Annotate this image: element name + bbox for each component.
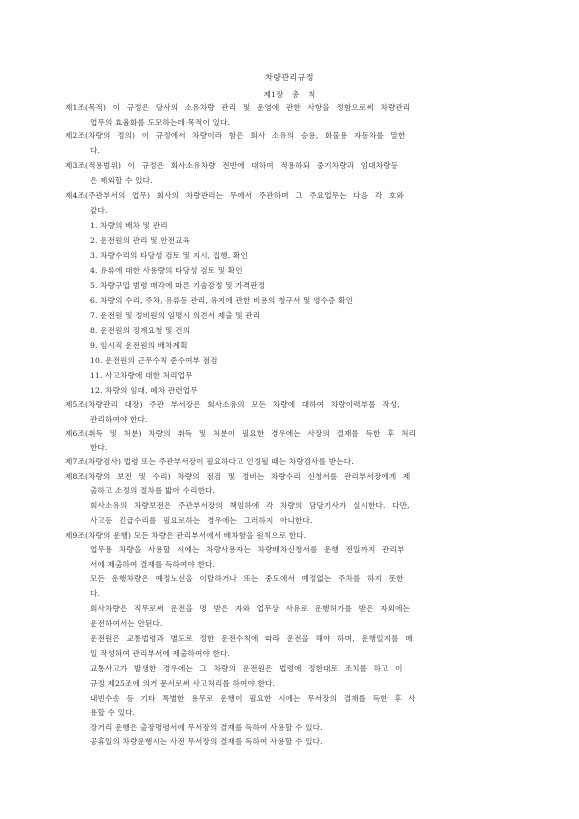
text-line: 서에 제출하여 결재를 득하여야 한다.: [90, 560, 216, 569]
text-line: 모든 운행차량은 예정노선을 이탈하거나 또는 중도에서 예정없는 주차를 하지 못한: [90, 574, 404, 583]
text-line: 사고등 긴급수리를 필요로하는 경우에는 그러하지 아니한다.: [90, 516, 313, 525]
text-line: 1. 차량의 배차 및 관리: [90, 221, 168, 230]
text-line: 업무의 효율화를 도모하는데 목적이 있다.: [90, 118, 231, 127]
text-line: 9. 임시직 운전원의 배차계획: [90, 341, 188, 350]
text-line: 공휴일의 차량운행시는 사전 무서장의 결재를 득하여 사용할 수 있다.: [90, 737, 323, 746]
text-line: 관리하여야 한다.: [90, 415, 148, 424]
text-line: 운전하여서는 안된다.: [90, 619, 163, 628]
text-line: 10. 운전원의 근무수칙 준수여부 점검: [90, 356, 218, 365]
text-line: 3. 차량수리의 타당성 검토 및 지시, 집행, 확인: [90, 251, 248, 260]
text-line: 다.: [90, 589, 101, 598]
text-line: 제3조(적용범위) 이 규정은 회사소유차량 전반에 대하여 적용하되 중기차량과 임대차량등: [65, 161, 399, 170]
text-line: 8. 운전원의 징계요청 및 건의: [90, 326, 191, 335]
text-line: 용할 수 있다.: [90, 708, 136, 717]
text-line: 6. 차량의 수리, 주차, 유류등 관리, 유지에 관한 비용의 청구서 및 영수증 확인: [90, 296, 354, 305]
text-line: 다.: [90, 146, 101, 155]
text-line: 제1조(목적) 이 규정은 당사의 소유차량 관리 및 운영에 관한 사항을 정함으로써 차량관리: [65, 103, 411, 112]
text-line: 운전원은 교통법령과 별도로 정한 운전수칙에 따라 운전을 해야 하며, 운행일지를 매: [90, 634, 413, 643]
text-line: 12. 차량의 임대, 폐차 관련업무: [90, 386, 198, 395]
text-line: 제9조(차량의 운행) 모든 차량은 관리부서에서 배차함을 원칙으로 한다.: [65, 531, 307, 540]
text-line: 7. 운전원 및 정비원의 임명시 의견서 제출 및 관리: [90, 311, 261, 320]
text-line: 제4조(주관부서의 업무) 회사의 차량관리는 무에서 주관하며 그 주요업무는 다음 각 호와: [65, 191, 404, 200]
text-line: 규정 제25조에 의거 문서로써 사고처리를 하여야 한다.: [90, 679, 276, 688]
text-line: 은 제외할 수 있다.: [90, 176, 153, 185]
text-line: 같다.: [90, 206, 108, 215]
text-line: 장거리 운행은 출장명령서에 무서장의 결재를 득하여 사용할 수 있다.: [90, 723, 323, 732]
text-line: 제2조(차량의 정의) 이 규정에서 차량이라 함은 회사 소유의 승용, 화물용 자동차를 말한: [65, 131, 406, 140]
text-line: 제7조(차량검사) 법령 또는 주관부서장이 필요하다고 인정될 때는 차량검사를 받는다.: [65, 457, 354, 466]
text-line: 제8조(차량의 보전 및 수리) 차량의 점검 및 정비는 차량수리 신청서를 관리부서장에게 제: [65, 472, 411, 481]
text-line: 한다.: [90, 443, 108, 452]
chapter-heading: 제1장 총 칙: [263, 90, 316, 99]
text-line: 2. 운전원의 관리 및 안전교육: [90, 236, 191, 245]
text-line: 업무용 차량을 사용할 시에는 차량사용자는 차량배차신청서를 운행 전일까지 관리부: [90, 545, 405, 554]
text-line: 출하고 소정의 절차를 밟아 수리한다.: [90, 486, 216, 495]
text-line: 11. 사고차량에 대한 처리업무: [90, 371, 193, 380]
text-line: 회사차량은 직무로써 운전을 명 받은 자와 업무상 사유로 운행허가를 받은 자외에는: [90, 604, 411, 613]
text-line: 5. 차량구입 범령 매각에 따른 기술감정 및 가격판정: [90, 281, 266, 290]
text-line: 제5조(차량관리 대장) 주관 부서장은 회사소유의 모든 차량에 대하여 차량이력부를 작성,: [65, 400, 400, 409]
document-title: 차량관리규정: [265, 73, 314, 82]
text-line: 회사소유의 차량보전은 주관부서장의 책임하에 각 차량의 담당기사가 실시한다. 다만,: [90, 501, 410, 510]
text-line: 제6조(취득 및 처분) 차량의 취득 및 처분이 필요한 경우에는 사장의 결재를 득한 후 처리: [65, 429, 417, 438]
text-line: 교통사고가 발생한 경우에는 그 차량의 운전원은 법령에 정한대로 조치를 하고 이: [90, 664, 403, 673]
text-line: 4. 유류에 대한 사용량의 타당성 검토 및 확인: [90, 266, 243, 275]
text-line: 내빈수송 등 기타 특별한 용무로 운행이 필요한 시에는 무서장의 결재를 득한 후 사: [90, 694, 416, 703]
text-line: 일 작성하여 관리부서에 제출하여야 한다.: [90, 649, 231, 658]
